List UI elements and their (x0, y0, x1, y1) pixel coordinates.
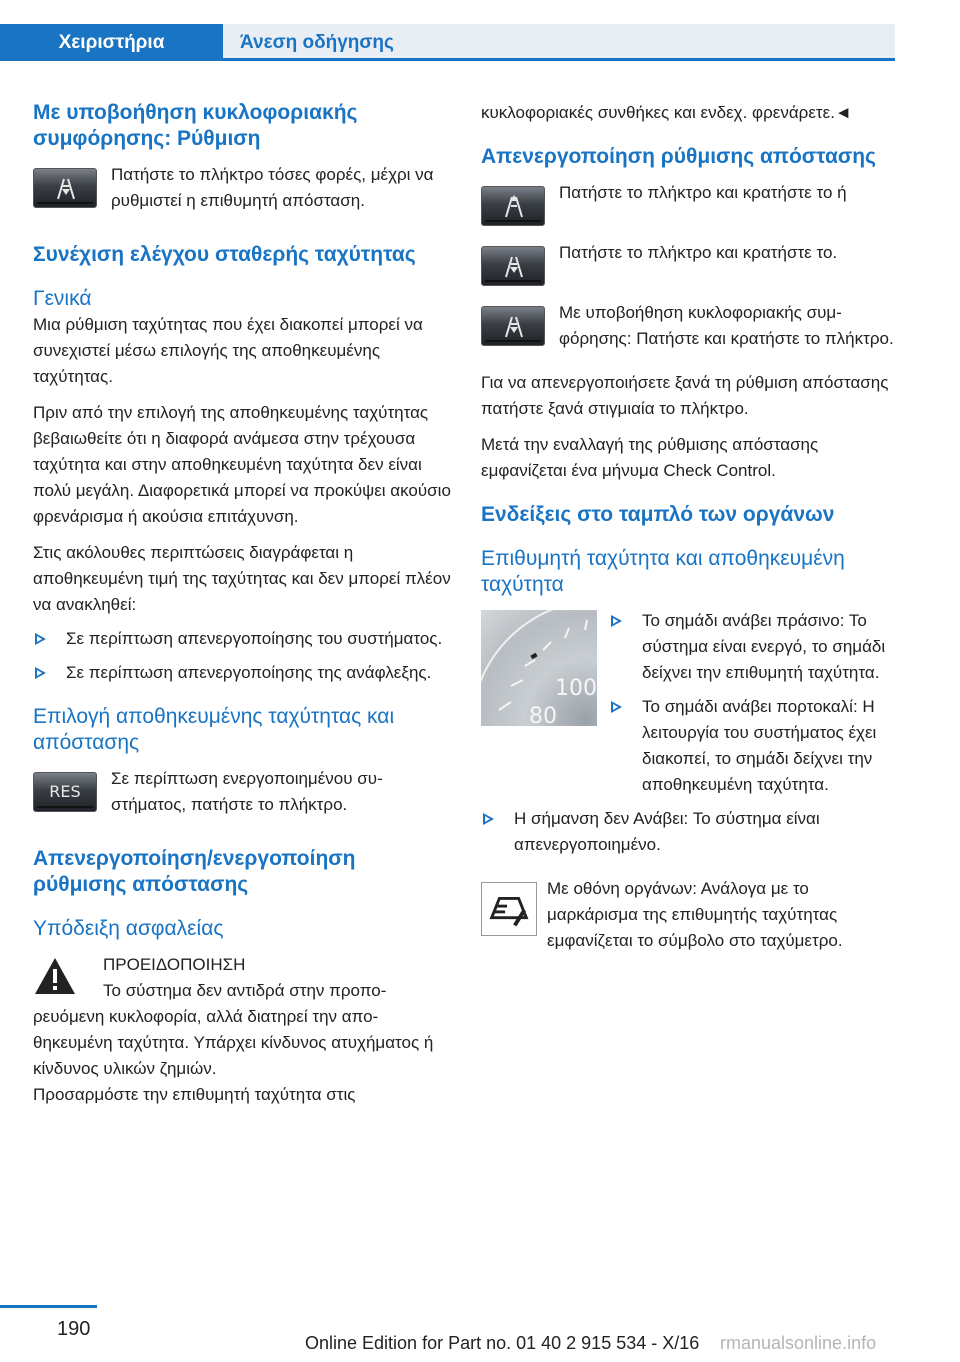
footer-rule (0, 1305, 97, 1308)
general-paragraph-3: Στις ακόλουθες περιπτώσεις διαγράφεται η αποθηκευμένη τιμή της ταχύτητας και δεν μπορεί πλέον να ανακληθεί: (33, 543, 451, 614)
adjust-block (33, 162, 451, 214)
page-number: 190 (57, 1318, 91, 1340)
heading-instrument-display: Ενδείξεις στο ταμπλό των οργάνων (481, 503, 835, 526)
res-block (33, 766, 451, 818)
warning-text-cont: Προσαρμόστε την επιθυμητή ταχύτητα στις (33, 1085, 356, 1104)
bullet-triangle-icon (35, 633, 46, 645)
tab-driving-comfort: Άνεση οδήγησης (223, 24, 895, 59)
heading-safety-note: Υπόδειξη ασφαλείας (33, 917, 224, 940)
page-header (0, 0, 895, 60)
display-block (481, 876, 897, 954)
distance-adjust-icon (481, 246, 545, 286)
heading-deactivate-activate: Απενεργοποίηση/ενεργοποίηση ρύθμισης απόστασης (33, 847, 356, 896)
reactivate-paragraph-2: Μετά την εναλλαγή της ρύθμισης απόστασης εμφανίζεται ένα μήνυμα Check Control. (481, 435, 819, 480)
heading-general: Γενικά (33, 287, 92, 310)
list-item: Σε περίπτωση απενεργοποίησης της ανάφλεξης. (33, 660, 451, 686)
warning-title: ΠΡΟΕΙΔΟΠΟΙΗΣΗ (103, 955, 246, 974)
heading-select-stored: Επιλογή αποθηκευμένης ταχύτητας και απόστασης (33, 705, 395, 754)
general-paragraph-2: Πριν από την επιλογή της αποθηκευμένης ταχύτητας βεβαιωθείτε ότι η διαφορά ανάμεσα στην τρέχουσα ταχύτητα και στην αποθηκευμένη ταχύτητα δεν είναι πολύ μεγάλη. Διαφορετικά μπορεί να προκύψει ακούσιο φρενάρισμα ή ακούσια επιτάχυνση. (33, 403, 451, 526)
tab-controls: Χειριστήρια (0, 24, 223, 59)
cruise-control-display-icon (481, 882, 537, 936)
bullet-triangle-icon (35, 667, 46, 679)
header-rule (0, 58, 895, 61)
general-paragraph-1: Μια ρύθμιση ταχύτητας που έχει διακοπεί μπορεί να συνεχιστεί μέσω επιλογής της αποθηκευμένης ταχύτητας. (33, 315, 423, 386)
speedo-label-100: 100 (555, 676, 597, 701)
warning-block (33, 952, 451, 1108)
heading-desired-speed: Επιθυμητή ταχύτητα και αποθηκευμένη ταχύτητα (481, 547, 845, 596)
bullet-triangle-icon (483, 813, 494, 825)
speedo-label-80: 80 (529, 704, 557, 726)
bullet-triangle-icon (611, 701, 622, 713)
deact-block-1: Πατήστε το πλήκτρο και κρατήστε το ή (481, 180, 897, 230)
select-text: Σε περίπτωση ενεργοποιημένου συστήματος, πατήστε το πλήκτρο. (111, 769, 383, 814)
heading-traffic-jam-adjust: Με υποβοήθηση κυκλοφοριακής συμφόρησης: Ρύθμιση (33, 101, 358, 150)
left-column (33, 100, 451, 1108)
warning-continuation: κυκλοφοριακές συνθήκες και ενδεχ. φρενάρετε.◄ (481, 103, 852, 122)
distance-adjust-icon (481, 306, 545, 346)
warning-triangle-icon (33, 956, 77, 996)
display-text: Με οθόνη οργάνων: Ανάλογα με το μαρκάρισμα της επιθυμητής ταχύτητας εμφανίζεται το σύμβολο στο ταχύμετρο. (547, 879, 843, 950)
res-button-icon: RES (33, 772, 97, 812)
bullet-triangle-icon (611, 615, 622, 627)
list-item: Σε περίπτωση απενεργοποίησης του συστήματος. (33, 626, 451, 652)
distance-adjust-icon (33, 168, 97, 208)
deact-block-2: Πατήστε το πλήκτρο και κρατήστε το. (481, 240, 897, 290)
list-item: Το σημάδι ανάβει πορτοκαλί: Η λειτουργία του συστήματος έχει διακοπεί, το σημάδι δείχνει την αποθηκευμένη ταχύτητα. (609, 694, 897, 798)
heading-deactivate-distance: Απενεργοποίηση ρύθμισης απόστασης (481, 145, 876, 168)
right-column (481, 100, 897, 954)
edition-note: Online Edition for Part no. 01 40 2 915 534 - X/16 (305, 1333, 700, 1353)
speedo-block (481, 608, 897, 798)
speedometer-image (481, 610, 597, 726)
distance-adjust-icon (481, 186, 545, 226)
list-item: Το σημάδι ανάβει πράσινο: Το σύστημα είναι ενεργό, το σημάδι δείχνει την επιθυμητή ταχύτητα. (609, 608, 897, 686)
reactivate-paragraph-1: Για να απενεργοποιήσετε ξανά τη ρύθμιση απόστασης πατήστε ξανά στιγμιαία το πλήκτρο. (481, 373, 889, 418)
heading-continue-cruise: Συνέχιση ελέγχου σταθερής ταχύτητας (33, 243, 416, 266)
list-item: Η σήμανση δεν Ανάβει: Το σύστημα είναι απενεργοποιημένο. (481, 806, 897, 858)
deact-block-3: Με υποβοήθηση κυκλοφοριακής συμφόρησης: Πατήστε και κρατήστε το πλήκτρο. (481, 300, 897, 352)
watermark: rmanualsonline.info (720, 1333, 877, 1353)
warning-text: Το σύστημα δεν αντιδρά στην προπορευόμενη κυκλοφορία, αλλά διατηρεί την αποθηκευμένη ταχύτητα. Υπάρχει κίνδυνος ατυχήματος ή κίνδυνος υλικών ζημιών. (33, 981, 434, 1078)
adjust-text: Πατήστε το πλήκτρο τόσες φορές, μέχρι να ρυθμιστεί η επιθυμητή απόσταση. (111, 165, 434, 210)
